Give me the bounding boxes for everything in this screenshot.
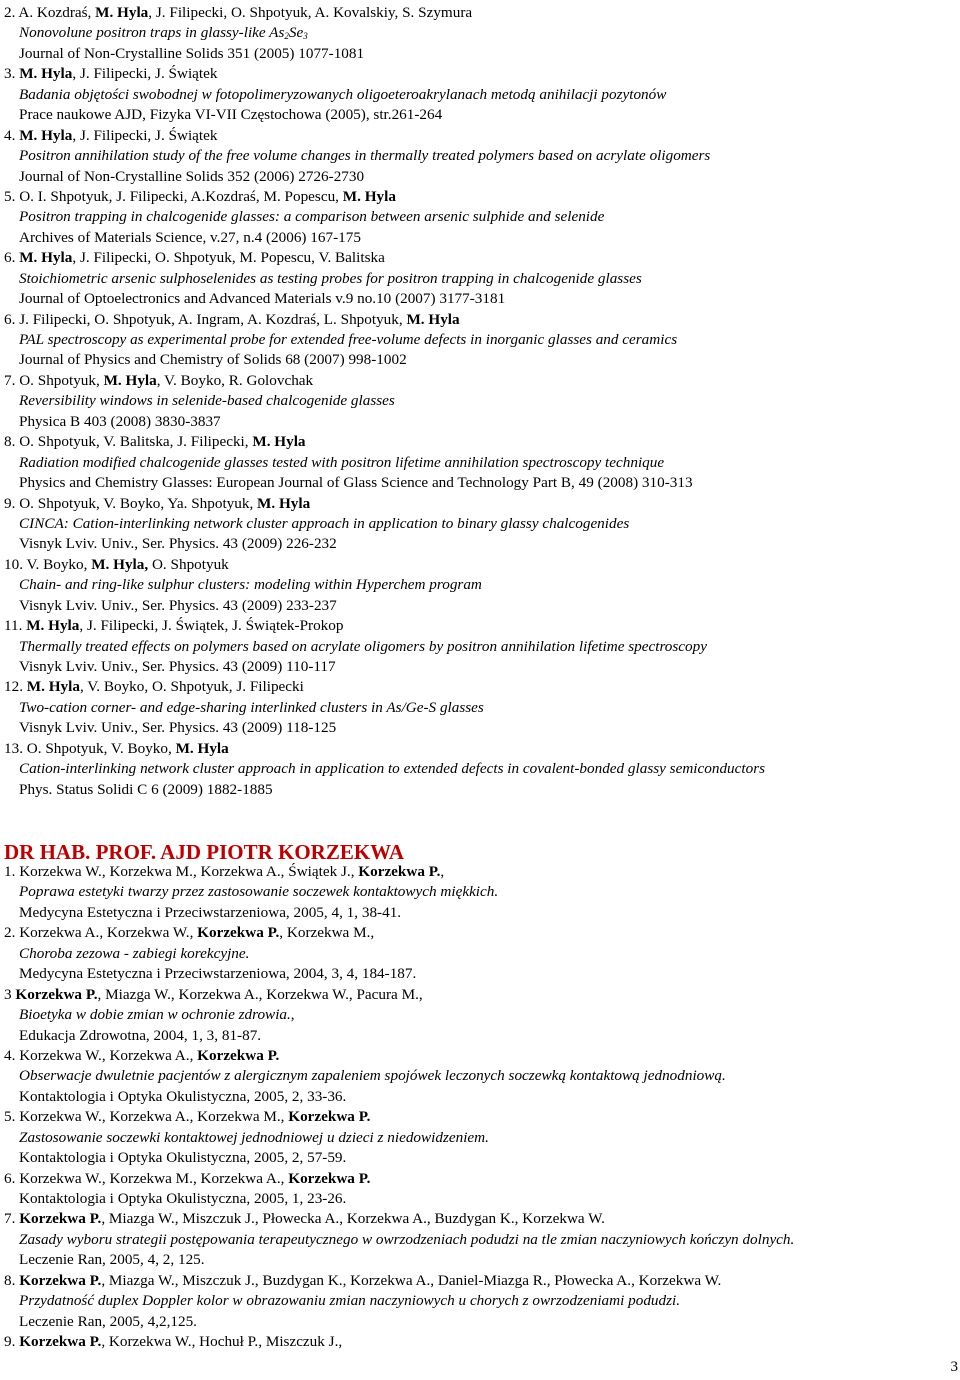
author-text: , Korzekwa M.,: [279, 924, 375, 942]
author-text: O. Shpotyuk, V. Boyko, Ya. Shpotyuk,: [19, 494, 258, 512]
entry-title: Stoichiometric arsenic sulphoselenides as testing probes for positron trapping in chalcogenide glasses: [19, 269, 642, 287]
highlighted-author: M. Hyla: [257, 494, 311, 512]
highlighted-author: Korzekwa P.: [197, 1046, 280, 1064]
entry-journal: Kontaktologia i Optyka Okulistyczna, 2005, 2, 57-59.: [19, 1149, 347, 1167]
highlighted-author: M. Hyla: [26, 678, 80, 696]
entry-title: Cation-interlinking network cluster approach in application to extended defects in covalent-bonded glassy semiconductors: [19, 760, 766, 778]
author-text: , J. Filipecki, J. Świątek: [72, 65, 218, 83]
highlighted-author: M. Hyla: [406, 310, 460, 328]
author-text: , Miazga W., Miszczuk J., Buzdygan K., Korzekwa A., Daniel-Miazga R., Płowecka A., Korzekwa W.: [101, 1271, 722, 1289]
author-text: ,: [440, 863, 445, 880]
entry-number: 2.: [4, 924, 16, 942]
entry-title: Reversibility windows in selenide-based chalcogenide glasses: [19, 392, 395, 410]
entry-title: [4, 23, 954, 43]
entry-journal: Edukacja Zdrowotna, 2004, 1, 3, 81-87.: [19, 1026, 262, 1044]
entry-authors: [4, 432, 954, 452]
highlighted-author: M. Hyla: [103, 371, 157, 389]
publication-list-hyla: [4, 3, 954, 800]
entry-number: 9.: [4, 1333, 16, 1351]
entry-number: 8.: [4, 433, 16, 451]
entry-authors: [4, 555, 954, 575]
entry-number: 9.: [4, 494, 16, 512]
highlighted-author: Korzekwa P.: [19, 1333, 102, 1351]
author-text: O. I. Shpotyuk, J. Filipecki, A.Kozdraś, M. Popescu,: [19, 187, 343, 205]
author-text: O. Shpotyuk,: [19, 371, 104, 389]
author-text: , J. Filipecki, O. Shpotyuk, A. Kovalskiy, S. Szymura: [148, 4, 473, 21]
subscript: 3: [303, 31, 308, 42]
entry-authors: [4, 64, 954, 84]
entry-title: CINCA: Cation-interlinking network cluster approach in application to binary glassy chalcogenides: [19, 514, 630, 532]
entry-title: Poprawa estetyki twarzy przez zastosowanie soczewek kontaktowych miękkich.: [19, 883, 499, 901]
highlighted-author: M. Hyla: [26, 617, 80, 635]
entry-authors: [4, 371, 954, 391]
entry-journal: Prace naukowe AJD, Fizyka VI-VII Częstochowa (2005), str.261-264: [19, 106, 443, 124]
entry-title: Two-cation corner- and edge-sharing interlinked clusters in As/Ge-S glasses: [19, 698, 484, 716]
highlighted-author: Korzekwa P.: [197, 924, 280, 942]
title-text: Se: [288, 24, 304, 42]
entry-number: 3.: [4, 65, 16, 83]
author-text: , J. Filipecki, O. Shpotyuk, M. Popescu, V. Balitska: [72, 249, 385, 267]
author-text: O. Shpotyuk, V. Boyko,: [26, 739, 176, 757]
entry-number: 8.: [4, 1271, 16, 1289]
entry-authors: [4, 494, 954, 514]
highlighted-author: Korzekwa P.: [19, 1271, 102, 1289]
highlighted-author: Korzekwa P.: [19, 1210, 102, 1228]
entry-journal: Archives of Materials Science, v.27, n.4 (2006) 167-175: [19, 228, 361, 246]
entry-number: 13.: [4, 739, 23, 757]
entry-journal: Journal of Non-Crystalline Solids 351 (2005) 1077-1081: [19, 44, 365, 62]
entry-number: 7.: [4, 371, 16, 389]
entry-journal: Journal of Optoelectronics and Advanced Materials v.9 no.10 (2007) 3177-3181: [19, 290, 506, 308]
author-text: , V. Boyko, O. Shpotyuk, J. Filipecki: [79, 678, 304, 696]
page-number: 3: [950, 1359, 958, 1375]
entry-title: Bioetyka w dobie zmian w ochronie zdrowia.,: [19, 1006, 295, 1024]
entry-journal: Physica B 403 (2008) 3830-3837: [19, 412, 221, 430]
author-text: Korzekwa W., Korzekwa A.,: [19, 1046, 198, 1064]
entry-title: Positron trapping in chalcogenide glasses: a comparison between arsenic sulphide and selenide: [19, 208, 605, 226]
entry-title: Choroba zezowa - zabiegi korekcyjne.: [19, 944, 250, 962]
author-text: , Miazga W., Korzekwa A., Korzekwa W., Pacura M.,: [97, 985, 423, 1003]
author-text: Korzekwa A., Korzekwa W.,: [19, 924, 198, 942]
subscript: 2: [284, 31, 289, 42]
highlighted-author: M. Hyla,: [91, 555, 149, 573]
entry-journal: Visnyk Lviv. Univ., Ser. Physics. 43 (2009) 110-117: [19, 658, 336, 675]
entry-authors: [4, 985, 954, 1005]
entry-number: 10.: [4, 555, 23, 573]
entry-number: 7.: [4, 1210, 16, 1228]
entry-journal: Phys. Status Solidi C 6 (2009) 1882-1885: [19, 780, 273, 798]
entry-number: 4.: [4, 1046, 16, 1064]
highlighted-author: M. Hyla: [252, 433, 306, 451]
highlighted-author: Korzekwa P.: [288, 1108, 371, 1126]
entry-authors: [4, 1209, 954, 1229]
entry-authors: [4, 248, 954, 268]
highlighted-author: Korzekwa P.: [358, 863, 441, 880]
entry-journal: Medycyna Estetyczna i Przeciwstarzeniowa, 2005, 4, 1, 38-41.: [19, 903, 402, 921]
author-text: , V. Boyko, R. Golovchak: [156, 371, 314, 389]
entry-authors: [4, 1271, 954, 1291]
entry-title: Chain- and ring-like sulphur clusters: modeling within Hyperchem program: [19, 576, 482, 594]
entry-journal: Kontaktologia i Optyka Okulistyczna, 2005, 2, 33-36.: [19, 1087, 347, 1105]
entry-authors: [4, 1169, 954, 1189]
entry-number: 11.: [4, 617, 23, 635]
entry-number: 3: [4, 985, 12, 1003]
entry-number: 2.: [4, 4, 16, 21]
entry-authors: [4, 677, 954, 697]
entry-journal: Leczenie Ran, 2005, 4, 2, 125.: [19, 1251, 205, 1269]
entry-number: 5.: [4, 187, 16, 205]
entry-title: Zastosowanie soczewki kontaktowej jednodniowej u dzieci z niedowidzeniem.: [19, 1128, 489, 1146]
highlighted-author: M. Hyla: [19, 65, 73, 83]
entry-authors: [4, 862, 954, 882]
entry-title: PAL spectroscopy as experimental probe for extended free-volume defects in inorganic glasses and ceramics: [19, 331, 678, 348]
entry-title: Thermally treated effects on polymers based on acrylate oligomers by positron annihilation lifetime spectroscopy: [19, 637, 707, 655]
entry-journal: Kontaktologia i Optyka Okulistyczna, 2005, 1, 23-26.: [19, 1190, 347, 1207]
entry-authors: [4, 187, 954, 207]
entry-title: Radiation modified chalcogenide glasses tested with positron lifetime annihilation spectroscopy technique: [19, 453, 665, 471]
author-text: J. Filipecki, O. Shpotyuk, A. Ingram, A. Kozdraś, L. Shpotyuk,: [19, 310, 407, 328]
entry-journal: Journal of Non-Crystalline Solids 352 (2006) 2726-2730: [19, 167, 365, 185]
author-text: , J. Filipecki, J. Świątek, J. Świątek-Prokop: [79, 617, 344, 635]
entry-authors: [4, 1046, 954, 1066]
entry-title: Positron annihilation study of the free volume changes in thermally treated polymers based on acrylate oligomers: [19, 147, 711, 165]
highlighted-author: Korzekwa P.: [288, 1169, 371, 1187]
entry-journal: Visnyk Lviv. Univ., Ser. Physics. 43 (2009) 233-237: [19, 596, 337, 614]
entry-number: 6.: [4, 249, 16, 267]
entry-number: 12.: [4, 678, 23, 696]
author-text: Korzekwa W., Korzekwa A., Korzekwa M.,: [19, 1108, 289, 1126]
entry-number: 6.: [4, 1169, 16, 1187]
highlighted-author: M. Hyla: [175, 739, 229, 757]
highlighted-author: M. Hyla: [19, 249, 73, 267]
author-text: O. Shpotyuk: [148, 555, 229, 573]
entry-title: Zasady wyboru strategii postępowania terapeutycznego w owrzodzeniach podudzi na tle zmian naczyniowych kończyn dolnych.: [19, 1230, 795, 1248]
author-text: Korzekwa W., Korzekwa M., Korzekwa A., Świątek J.,: [19, 863, 359, 880]
entry-journal: Physics and Chemistry Glasses: European Journal of Glass Science and Technology Part B, 49 (2008) 310-313: [19, 474, 693, 492]
title-text: Nonovolune positron traps in glassy-like As: [19, 24, 285, 42]
entry-authors: [4, 1107, 954, 1127]
entry-number: 5.: [4, 1108, 16, 1126]
highlighted-author: M. Hyla: [342, 187, 396, 205]
author-text: V. Boyko,: [26, 555, 92, 573]
publication-list-korzekwa: [4, 862, 954, 1353]
entry-number: 4.: [4, 126, 16, 144]
entry-authors: [4, 739, 954, 759]
author-text: , Korzekwa W., Hochuł P., Miszczuk J.,: [101, 1333, 343, 1351]
entry-title: Badania objętości swobodnej w fotopolimeryzowanych oligoeteroakrylanach metodą anihilacji pozytonów: [19, 85, 667, 103]
entry-journal: Journal of Physics and Chemistry of Solids 68 (2007) 998-1002: [19, 351, 407, 369]
entry-number: 1.: [4, 863, 16, 880]
entry-journal: Leczenie Ran, 2005, 4,2,125.: [19, 1312, 197, 1330]
entry-title: Obserwacje dwuletnie pacjentów z alergicznym zapaleniem spojówek leczonych soczewką kontaktową jednodniową.: [19, 1067, 726, 1085]
entry-title: Przydatność duplex Doppler kolor w obrazowaniu zmian naczyniowych u chorych z owrzodzeniami podudzi.: [19, 1292, 681, 1310]
author-text: A. Kozdraś,: [18, 4, 96, 21]
author-text: Korzekwa W., Korzekwa M., Korzekwa A.,: [19, 1169, 289, 1187]
entry-journal: Medycyna Estetyczna i Przeciwstarzeniowa, 2004, 3, 4, 184-187.: [19, 965, 417, 983]
section-heading: DR HAB. PROF. AJD PIOTR KORZEKWA: [4, 840, 405, 864]
entry-number: 6.: [4, 310, 16, 328]
entry-authors: [4, 923, 954, 943]
entry-journal: Visnyk Lviv. Univ., Ser. Physics. 43 (2009) 226-232: [19, 535, 337, 553]
author-text: O. Shpotyuk, V. Balitska, J. Filipecki,: [19, 433, 253, 451]
highlighted-author: M. Hyla: [19, 126, 73, 144]
author-text: , J. Filipecki, J. Świątek: [72, 126, 218, 144]
highlighted-author: Korzekwa P.: [15, 985, 98, 1003]
entry-authors: [4, 126, 954, 146]
highlighted-author: M. Hyla: [95, 4, 149, 21]
entry-journal: Visnyk Lviv. Univ., Ser. Physics. 43 (2009) 118-125: [19, 719, 337, 737]
entry-authors: [4, 310, 954, 330]
entry-authors: [4, 616, 954, 636]
author-text: , Miazga W., Miszczuk J., Płowecka A., Korzekwa A., Buzdygan K., Korzekwa W.: [101, 1210, 605, 1228]
entry-authors: [4, 3, 954, 23]
entry-authors: [4, 1332, 954, 1352]
